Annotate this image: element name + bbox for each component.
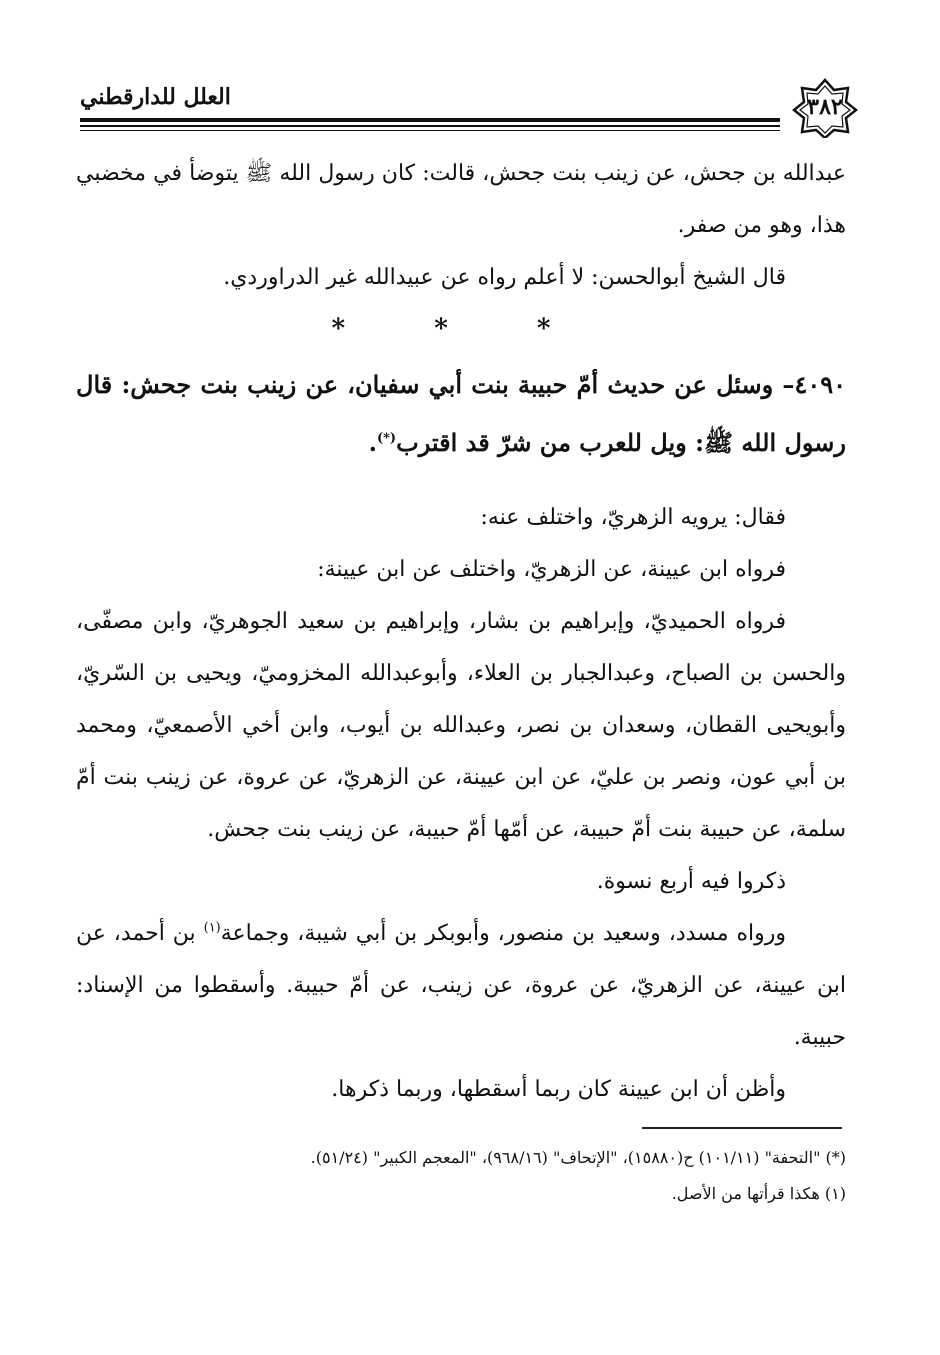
paragraph-four-women: ذكروا فيه أربع نسوة. <box>596 869 786 894</box>
section-divider-stars: * * * <box>331 314 591 344</box>
footnotes <box>150 1140 846 1212</box>
paragraph-continuation: عبدالله بن جحش، عن زينب بنت جحش، قالت: كان رسول الله ﷺ يتوضأ في مخضبي هذا، وهو من صفر. <box>76 161 846 238</box>
paragraph-ibn-uyayna: فرواه ابن عيينة، عن الزهريّ، واختلف عن ابن عيينة: <box>317 557 786 582</box>
question-heading-end: . <box>368 428 377 457</box>
paragraph-narrators: فرواه الحميديّ، وإبراهيم بن بشار، وإبراهيم بن سعيد الجوهريّ، وابن مصفّى، والحسن بن الصباح، وعبدالجبار بن العلاء، وأبوعبدالله المخزوميّ، ويحيى بن السّريّ، وأبويحيى القطان، وسعدان بن نصر، وعبدالله بن أيوب، وابن أخي الأصمعيّ، ومحمد بن أبي عون، ونصر بن عليّ، عن ابن عيينة، عن الزهريّ، عن عروة، عن زينب بنت أمّ سلمة، عن حبيبة بنت أمّ حبيبة، عن أمّها أمّ حبيبة، عن زينب بنت جحش. <box>76 609 846 842</box>
footnote-1: (١) هكذا قرأتها من الأصل. <box>671 1184 846 1203</box>
footnote-mark-1: (١) <box>203 920 221 936</box>
running-title: العلل للدارقطني <box>80 84 231 110</box>
paragraph-shaykh-remark: قال الشيخ أبوالحسن: لا أعلم رواه عن عبيدالله غير الدراوردي. <box>223 265 786 290</box>
page-header <box>80 78 860 140</box>
page-number-ornament <box>790 78 860 138</box>
paragraph-answer: فقال: يرويه الزهريّ، واختلف عنه: <box>480 505 786 530</box>
paragraph-musaddad-b: بن أحمد، عن ابن عيينة، عن الزهريّ، عن عروة، عن زينب، عن أمّ حبيبة. وأسقطوا من الإسناد: حبيبة. <box>76 921 846 1050</box>
question-heading-text: ٤٠٩٠– وسئل عن حديث أمّ حبيبة بنت أبي سفيان، عن زينب بنت جحش: قال رسول الله ﷺ: ويل للعرب من شرّ قد اقترب <box>76 370 846 457</box>
paragraph-conclusion: وأظن أن ابن عيينة كان ربما أسقطها، وربما ذكرها. <box>331 1077 786 1102</box>
question-heading <box>76 356 846 472</box>
paragraph-musaddad-a: ورواه مسدد، وسعيد بن منصور، وأبوبكر بن أبي شيبة، وجماعة <box>220 921 787 946</box>
header-rule-thick <box>80 118 780 122</box>
footnote-mark-star: (*) <box>376 431 397 446</box>
footnote-separator <box>642 1127 842 1129</box>
header-rules <box>80 118 780 134</box>
footnote-star: (*) "التحفة" (١٠١/١١) ح(١٥٨٨٠)، "الإتحاف" (٩٦٨/١٦)، "المعجم الكبير" (٥١/٢٤). <box>310 1148 846 1167</box>
main-text <box>76 148 846 1116</box>
header-rule-thin <box>80 130 780 131</box>
page-number: ٣٨٢ <box>807 94 843 120</box>
header-rule-medium <box>80 125 780 127</box>
spacer <box>76 472 846 492</box>
paragraph-musaddad <box>76 908 846 1064</box>
